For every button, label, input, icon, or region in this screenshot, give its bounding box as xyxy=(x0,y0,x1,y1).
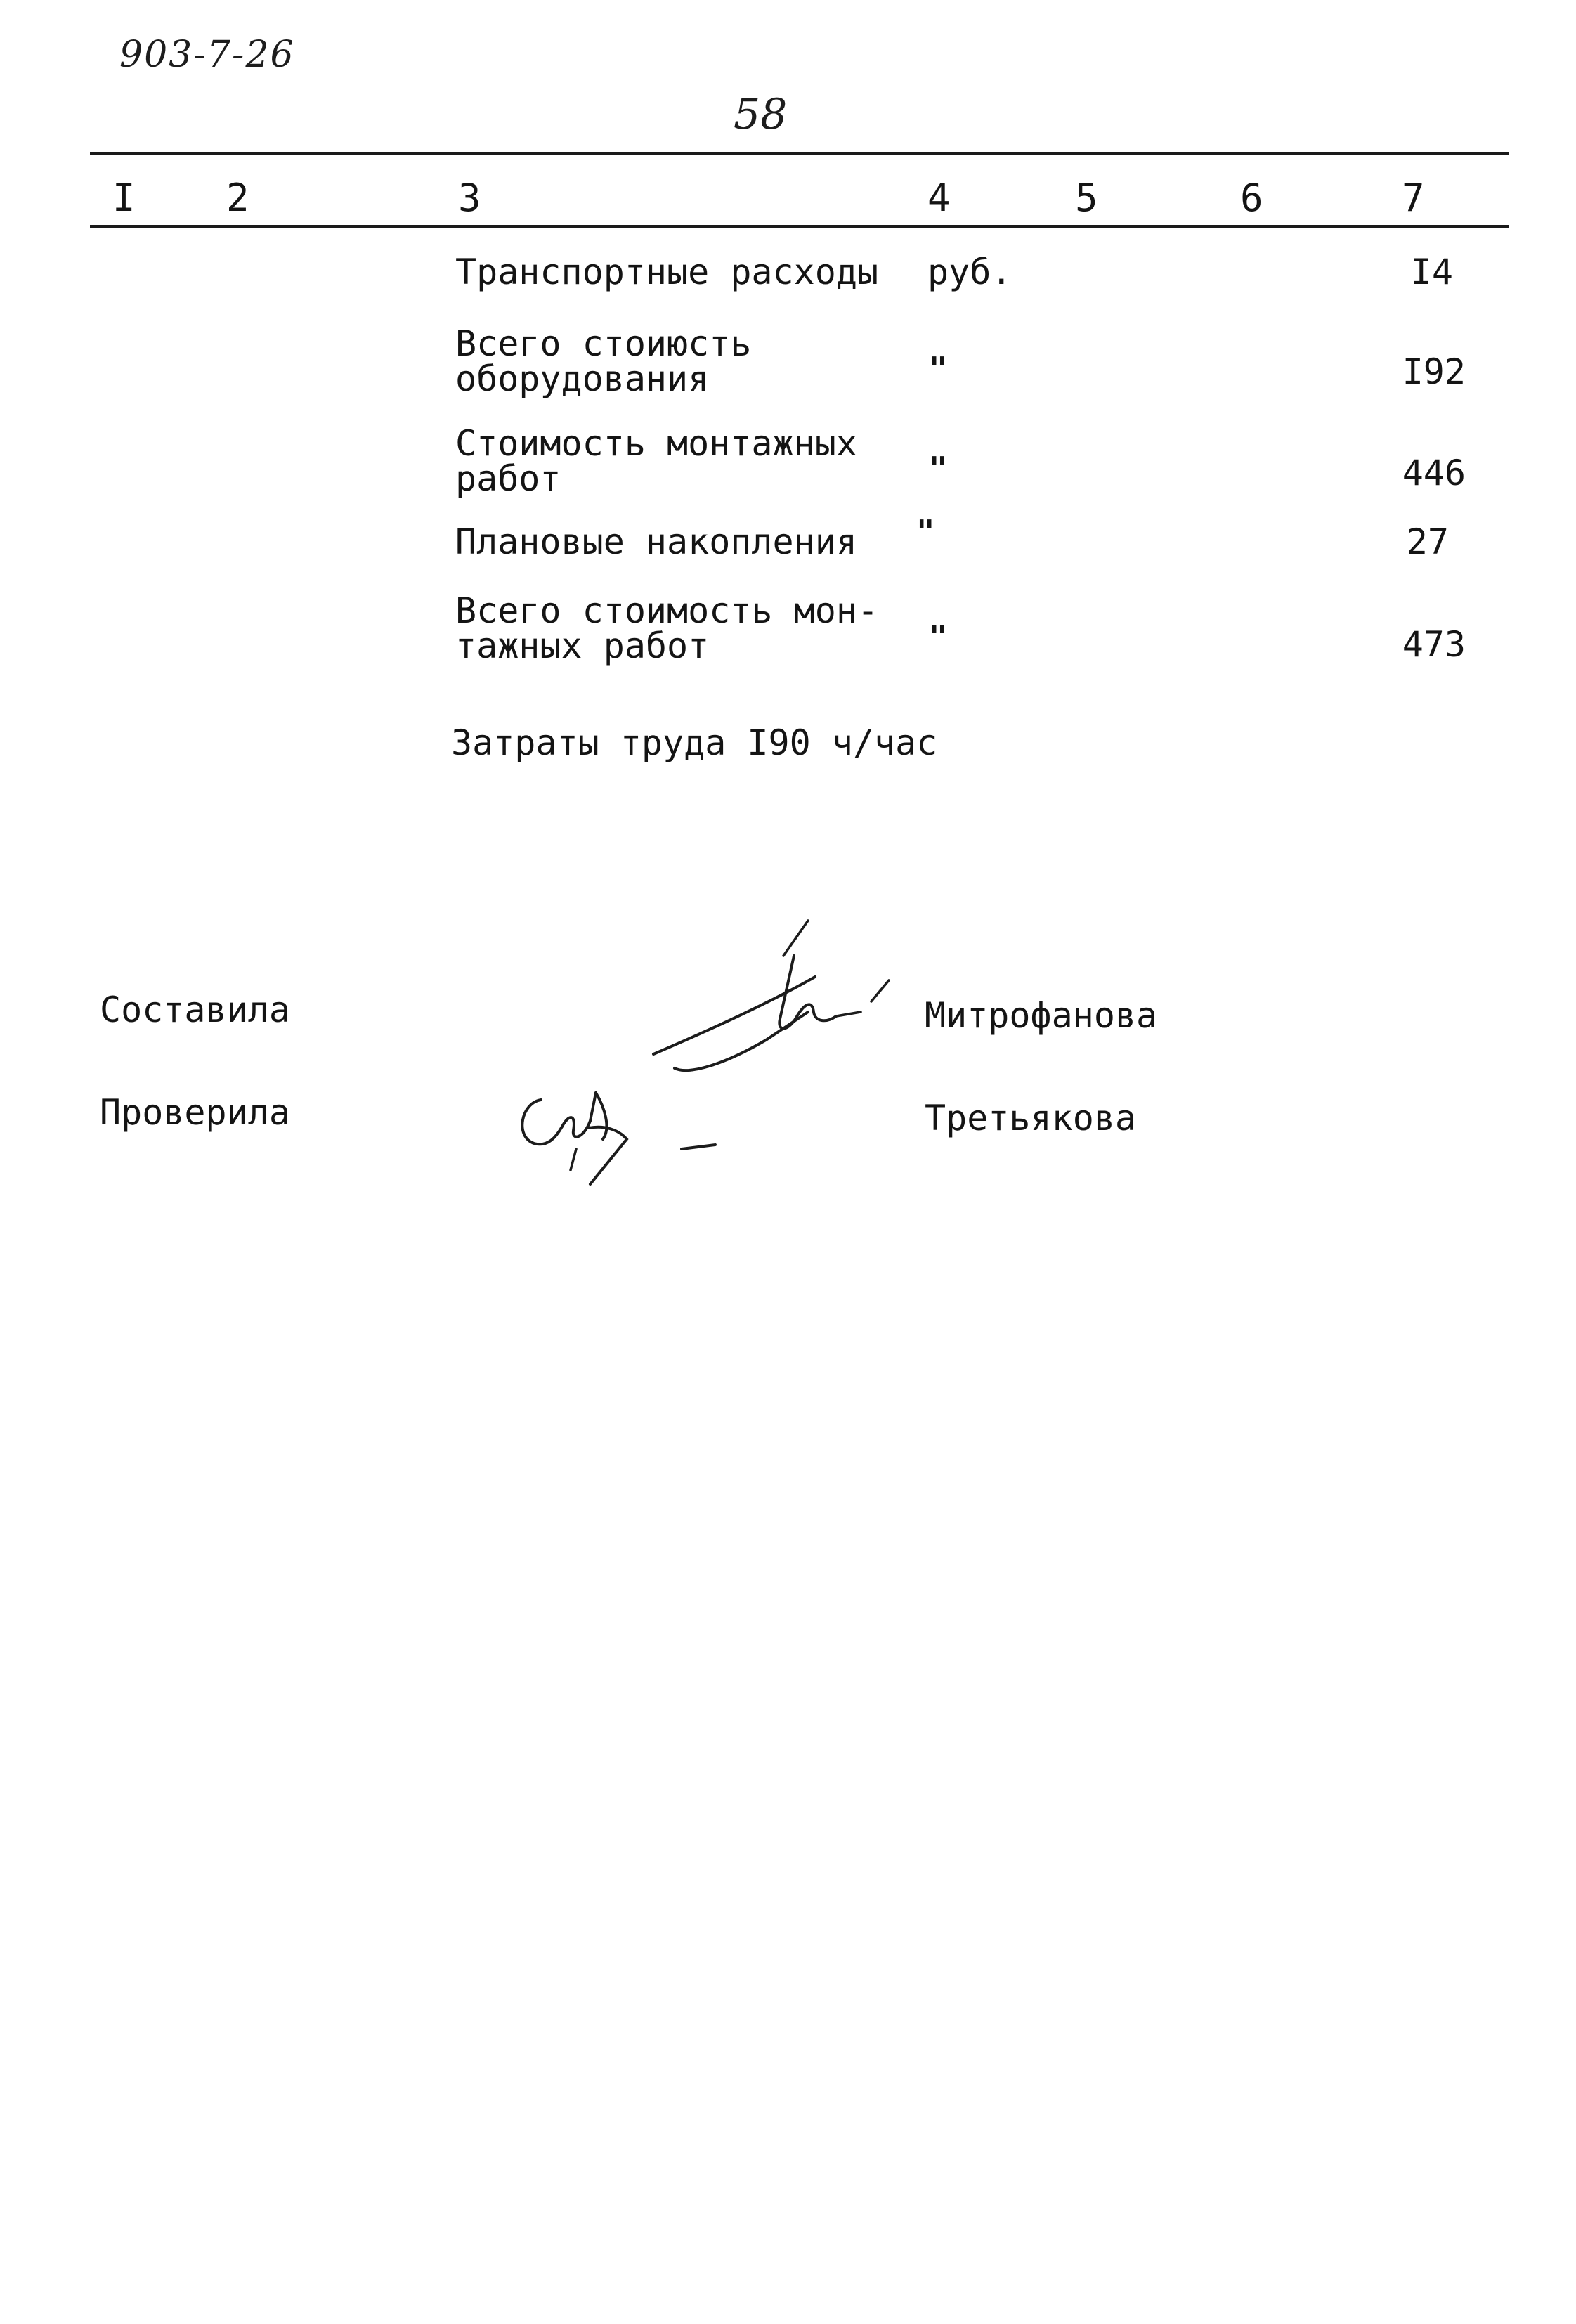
page-number: 58 xyxy=(734,90,788,139)
column-header-2: 2 xyxy=(226,176,249,220)
row-equipment-name-line1: Всего стоиюсть xyxy=(455,323,752,364)
table-top-rule xyxy=(90,152,1509,155)
column-header-3: 3 xyxy=(458,176,481,220)
row-total-installation-value: 473 xyxy=(1402,624,1466,665)
row-total-installation-name-line2: тажных работ xyxy=(455,625,710,666)
document-code: 903-7-26 xyxy=(119,34,295,76)
row-total-installation-name-line1: Всего стоимость мон- xyxy=(455,590,879,631)
row-planned-savings-unit: " xyxy=(916,514,935,550)
column-header-5: 5 xyxy=(1075,176,1098,220)
row-installation-name-line1: Стоимость монтажных xyxy=(455,423,857,464)
row-installation-value: 446 xyxy=(1402,453,1466,493)
row-equipment-name-line2: оборудования xyxy=(455,358,710,399)
row-transport-value: I4 xyxy=(1410,252,1453,292)
labor-cost-note: Затраты труда I90 ч/час xyxy=(451,722,938,763)
checked-by-label: Проверила xyxy=(100,1092,290,1133)
row-transport-name: Транспортные расходы xyxy=(455,252,879,292)
compiled-by-signature xyxy=(646,914,913,1096)
compiled-by-label: Составила xyxy=(100,989,290,1030)
table-header-rule xyxy=(90,225,1509,228)
row-transport-unit: руб. xyxy=(927,252,1012,292)
row-installation-unit: " xyxy=(929,450,948,486)
row-installation-name-line2: работ xyxy=(455,458,561,499)
row-planned-savings-name: Плановые накопления xyxy=(455,521,857,562)
checked-by-signature xyxy=(506,1072,731,1191)
column-header-1: I xyxy=(112,176,136,220)
row-total-installation-unit: " xyxy=(929,619,948,655)
column-header-7: 7 xyxy=(1402,176,1425,220)
row-equipment-value: I92 xyxy=(1402,351,1466,392)
checked-by-name: Третьякова xyxy=(925,1098,1137,1138)
compiled-by-name: Митрофанова xyxy=(925,995,1158,1036)
row-equipment-unit: " xyxy=(929,351,948,387)
column-header-6: 6 xyxy=(1240,176,1263,220)
column-header-4: 4 xyxy=(927,176,951,220)
row-planned-savings-value: 27 xyxy=(1406,521,1449,562)
